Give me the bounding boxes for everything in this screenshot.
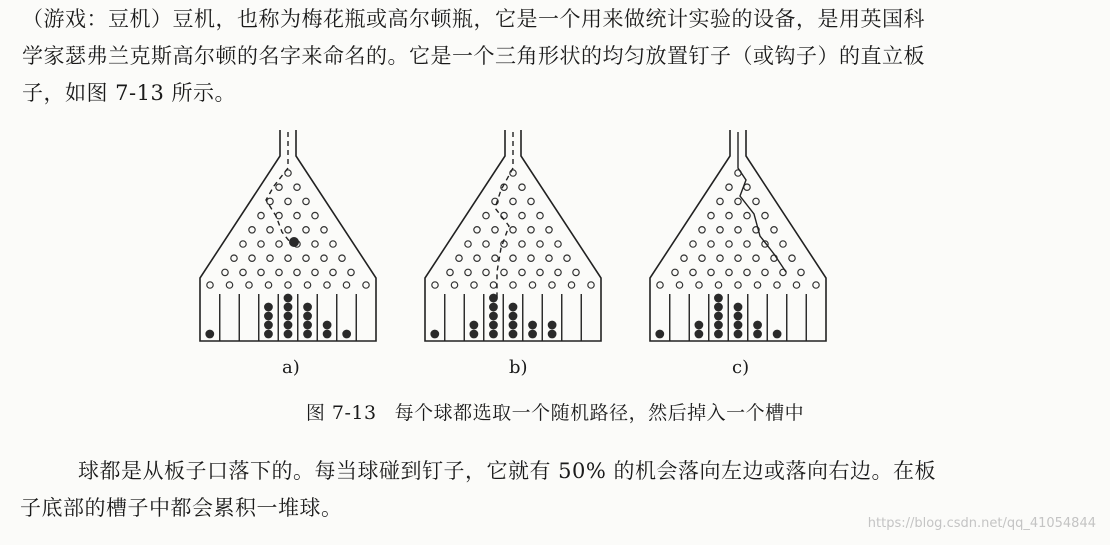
peg	[519, 184, 525, 190]
peg	[285, 255, 291, 261]
peg	[321, 227, 327, 233]
ball	[303, 330, 312, 339]
ball	[548, 330, 557, 339]
peg	[226, 282, 232, 288]
panel-label-b: b)	[509, 357, 528, 378]
peg	[276, 212, 282, 218]
ball	[509, 321, 518, 330]
ball	[509, 303, 518, 312]
intro-line-3: 子，如图 7-13 所示。	[22, 81, 237, 105]
peg	[363, 282, 369, 288]
peg	[657, 282, 663, 288]
peg	[676, 282, 682, 288]
peg	[735, 255, 741, 261]
ball	[469, 321, 478, 330]
peg	[726, 184, 732, 190]
peg	[528, 255, 534, 261]
peg	[771, 227, 777, 233]
peg	[267, 255, 273, 261]
peg	[529, 282, 535, 288]
peg	[474, 255, 480, 261]
peg	[555, 241, 561, 247]
peg	[348, 269, 354, 275]
peg	[451, 282, 457, 288]
ball	[205, 330, 214, 339]
peg	[789, 255, 795, 261]
peg	[276, 269, 282, 275]
ball	[342, 330, 351, 339]
peg	[510, 227, 516, 233]
ball	[734, 321, 743, 330]
peg	[285, 198, 291, 204]
peg	[564, 255, 570, 261]
ball	[655, 330, 664, 339]
intro-line-1: （游戏：豆机）豆机，也称为梅花瓶或高尔顿瓶，它是一个用来做统计实验的设备，是用英国科	[22, 7, 925, 31]
peg	[519, 269, 525, 275]
peg	[330, 269, 336, 275]
peg	[753, 255, 759, 261]
peg	[708, 241, 714, 247]
ball	[714, 303, 723, 312]
peg	[735, 198, 741, 204]
peg	[456, 255, 462, 261]
peg	[798, 269, 804, 275]
peg	[537, 212, 543, 218]
peg	[546, 227, 552, 233]
peg	[537, 241, 543, 247]
ball	[734, 312, 743, 321]
ball	[509, 312, 518, 321]
peg	[276, 184, 282, 190]
ball	[528, 321, 537, 330]
peg	[312, 241, 318, 247]
peg	[510, 255, 516, 261]
peg	[312, 269, 318, 275]
peg	[312, 212, 318, 218]
bean-machine-panel	[200, 130, 376, 341]
peg	[249, 227, 255, 233]
ball	[284, 330, 293, 339]
peg	[708, 269, 714, 275]
peg	[483, 241, 489, 247]
peg	[519, 241, 525, 247]
peg	[343, 282, 349, 288]
peg	[762, 212, 768, 218]
peg	[690, 269, 696, 275]
peg	[744, 269, 750, 275]
watermark: https://blog.csdn.net/qq_41054844	[867, 516, 1096, 531]
peg	[793, 282, 799, 288]
ball	[489, 312, 498, 321]
peg	[696, 282, 702, 288]
peg	[339, 255, 345, 261]
peg	[690, 241, 696, 247]
peg	[294, 269, 300, 275]
peg	[447, 269, 453, 275]
peg	[471, 282, 477, 288]
figure-caption	[0, 398, 1110, 425]
outro-line-2: 子底部的槽子中都会累积一堆球。	[20, 496, 343, 520]
peg	[699, 227, 705, 233]
ball	[714, 321, 723, 330]
peg	[813, 282, 819, 288]
peg	[774, 282, 780, 288]
peg	[744, 241, 750, 247]
peg	[568, 282, 574, 288]
ball	[264, 303, 273, 312]
peg	[330, 241, 336, 247]
peg	[762, 269, 768, 275]
panel-label-c: c)	[732, 357, 750, 378]
peg	[528, 227, 534, 233]
peg	[717, 198, 723, 204]
peg	[510, 198, 516, 204]
peg	[432, 282, 438, 288]
peg	[285, 282, 291, 288]
peg	[303, 227, 309, 233]
peg	[717, 227, 723, 233]
ball	[489, 321, 498, 330]
peg	[465, 241, 471, 247]
outro-line-1: 球都是从板子口落下的。每当球碰到钉子，它就有 50% 的机会落向左边或落向右边。在板	[78, 459, 937, 483]
peg	[519, 212, 525, 218]
peg	[258, 241, 264, 247]
peg	[258, 269, 264, 275]
ball	[694, 330, 703, 339]
peg	[474, 227, 480, 233]
ball	[284, 321, 293, 330]
bean-machine-panel	[650, 130, 826, 341]
peg	[492, 255, 498, 261]
ball	[509, 330, 518, 339]
peg	[492, 227, 498, 233]
peg	[753, 198, 759, 204]
peg	[246, 282, 252, 288]
peg	[303, 255, 309, 261]
peg	[294, 184, 300, 190]
ball	[753, 330, 762, 339]
peg	[549, 282, 555, 288]
peg	[265, 282, 271, 288]
ball	[714, 294, 723, 303]
ball	[284, 294, 293, 303]
peg	[744, 212, 750, 218]
ball	[303, 321, 312, 330]
peg	[708, 212, 714, 218]
ball	[284, 312, 293, 321]
peg	[294, 212, 300, 218]
peg	[726, 269, 732, 275]
peg	[672, 269, 678, 275]
ball	[734, 330, 743, 339]
peg	[321, 255, 327, 261]
peg	[267, 198, 273, 204]
peg	[681, 255, 687, 261]
peg	[483, 269, 489, 275]
ball	[284, 303, 293, 312]
peg	[249, 255, 255, 261]
ball	[303, 303, 312, 312]
ball	[264, 321, 273, 330]
peg	[258, 212, 264, 218]
ball	[264, 312, 273, 321]
peg	[465, 269, 471, 275]
peg	[528, 198, 534, 204]
peg	[240, 241, 246, 247]
peg	[231, 255, 237, 261]
peg	[555, 269, 561, 275]
ball	[714, 330, 723, 339]
peg	[754, 282, 760, 288]
ball	[323, 330, 332, 339]
ball	[303, 312, 312, 321]
ball	[694, 321, 703, 330]
peg	[735, 282, 741, 288]
peg	[207, 282, 213, 288]
intro-line-2: 学家瑟弗兰克斯高尔顿的名字来命名的。它是一个三角形状的均匀放置钉子（或钩子）的直立板	[22, 44, 925, 68]
peg	[304, 282, 310, 288]
ball	[528, 330, 537, 339]
peg	[285, 227, 291, 233]
peg	[735, 227, 741, 233]
ball	[753, 321, 762, 330]
panel-label-a: a)	[282, 357, 300, 378]
peg	[324, 282, 330, 288]
caption-text: 每个球都选取一个随机路径，然后掉入一个槽中	[394, 402, 805, 424]
ball	[469, 330, 478, 339]
caption-number: 图 7-13	[305, 402, 377, 424]
peg	[573, 269, 579, 275]
peg	[483, 212, 489, 218]
ball	[489, 303, 498, 312]
ball	[489, 330, 498, 339]
peg	[588, 282, 594, 288]
ball	[548, 321, 557, 330]
bean-machine-panel	[425, 130, 601, 341]
peg	[222, 269, 228, 275]
peg	[699, 255, 705, 261]
falling-ball	[289, 237, 299, 247]
peg	[510, 282, 516, 288]
ball	[430, 330, 439, 339]
peg	[276, 241, 282, 247]
ball	[773, 330, 782, 339]
peg	[717, 255, 723, 261]
peg	[267, 227, 273, 233]
peg	[303, 198, 309, 204]
peg	[780, 241, 786, 247]
peg	[546, 255, 552, 261]
ball	[714, 312, 723, 321]
peg	[490, 282, 496, 288]
ball	[323, 321, 332, 330]
peg	[501, 269, 507, 275]
ball	[264, 330, 273, 339]
peg	[240, 269, 246, 275]
peg	[726, 241, 732, 247]
peg	[715, 282, 721, 288]
ball	[734, 303, 743, 312]
peg	[537, 269, 543, 275]
peg	[726, 212, 732, 218]
